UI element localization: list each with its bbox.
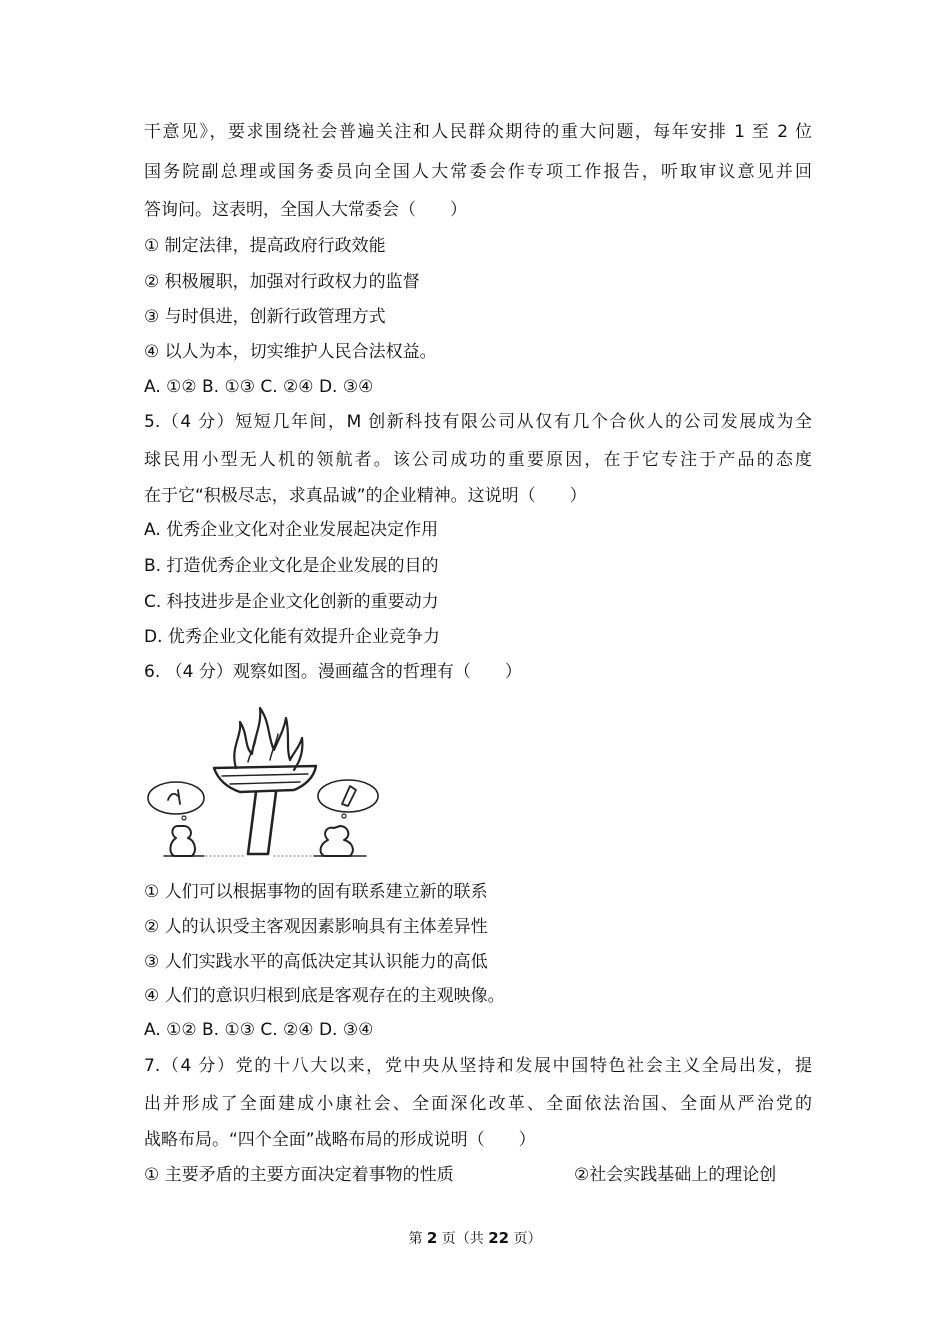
q5-option-b: B. 打造优秀企业文化是企业发展的目的 [144,556,439,576]
q6-item-3: ③ 人们实践水平的高低决定其认识能力的高低 [144,952,488,972]
q4-stem-line-2: 国务院副总理或国务委员向全国人大常委会作专项工作报告，听取审议意见并回 [144,162,812,182]
footer-suffix: 页） [509,1231,542,1247]
right-figure [321,826,353,856]
q5-option-a: A. 优秀企业文化对企业发展起决定作用 [144,520,439,540]
q4-stem-line-1: 干意见》，要求围绕社会普遍关注和人民群众期待的重大问题，每年安排 1 至 2 位 [144,122,812,142]
page-footer [0,1228,950,1249]
q7-item-1: ① 主要矛盾的主要方面决定着事物的性质 [144,1165,454,1185]
q6-stem: 6. （4 分）观察如图。漫画蕴含的哲理有（ ） [144,662,522,682]
q4-item-1: ① 制定法律，提高政府行政效能 [144,236,386,256]
q4-item-2: ② 积极履职，加强对行政权力的监督 [144,272,420,292]
footer-page-number: 2 [426,1229,438,1247]
q5-stem-line-3: 在于它“积极尽志，求真品诚”的企业精神。这说明（ ） [144,486,587,506]
q6-item-4: ④ 人们的意识归根到底是客观存在的主观映像。 [144,986,505,1006]
torch-handle [248,792,276,854]
torch-flame [234,708,302,770]
q5-option-d: D. 优秀企业文化能有效提升企业竞争力 [144,627,440,647]
footer-middle: 页（共 [437,1231,489,1247]
footer-total-pages: 22 [488,1229,510,1247]
left-thought-bubble [148,782,204,814]
q5-option-c: C. 科技进步是企业文化创新的重要动力 [144,592,439,612]
cartoon-figure [144,700,394,860]
q6-choices: A. ①② B. ①③ C. ②④ D. ③④ [144,1020,374,1040]
q6-item-1: ① 人们可以根据事物的固有联系建立新的联系 [144,882,488,902]
q4-item-4: ④ 以人为本，切实维护人民合法权益。 [144,342,437,362]
left-figure [170,826,195,856]
torch-bowl [214,766,316,792]
q7-item-2: ②社会实践基础上的理论创 [574,1165,777,1185]
q4-choices: A. ①② B. ①③ C. ②④ D. ③④ [144,377,374,397]
q7-items-row [144,1163,812,1187]
q6-item-2: ② 人的认识受主客观因素影响具有主体差异性 [144,917,488,937]
q7-stem-line-2: 出并形成了全面建成小康社会、全面深化改革、全面依法治国、全面从严治党的 [144,1094,812,1114]
q5-stem-line-2: 球民用小型无人机的领航者。该公司成功的重要原因，在于它专注于产品的态度 [144,450,812,470]
q4-stem-line-3: 答询问。这表明，全国人大常委会（ ） [144,200,467,220]
footer-prefix: 第 [408,1231,427,1247]
right-thought-bubble [318,780,378,812]
q5-stem-line-1: 5.（4 分）短短几年间，M 创新科技有限公司从仅有几个合伙人的公司发展成为全 [144,412,812,432]
q7-stem-line-1: 7.（4 分）党的十八大以来，党中央从坚持和发展中国特色社会主义全局出发，提 [144,1056,812,1076]
q7-stem-line-3: 战略布局。“四个全面”战略布局的形成说明（ ） [144,1130,536,1150]
q4-item-3: ③ 与时俱进，创新行政管理方式 [144,307,386,327]
